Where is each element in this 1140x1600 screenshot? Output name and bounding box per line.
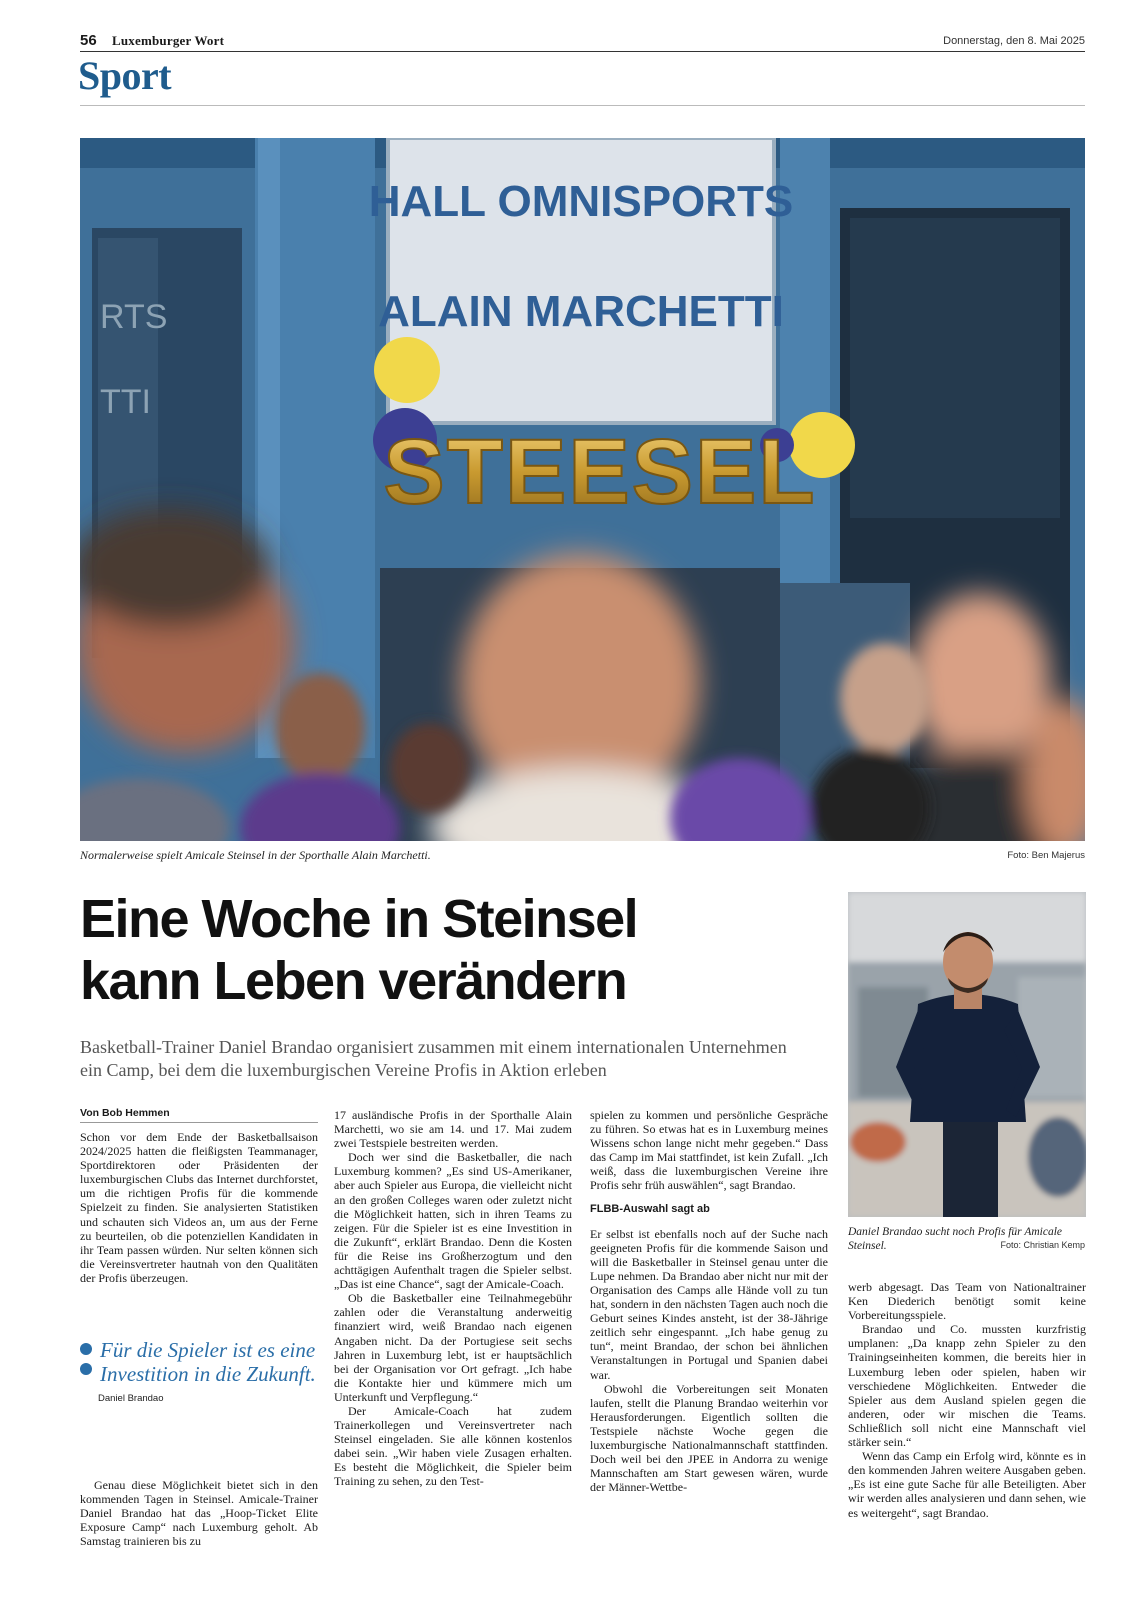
paragraph: Obwohl die Vorbereitungen seit Monaten laufen, stellt die Planung Brandao weiterhin vor Herausforderungen. Eigentlich sollten die Testspiele nächste Woche gegen die luxemburgische Nationalmannschaft stattfinden. Doch weil bei den JPEE in Andorra zu wenige Mannschaften am Start gewesen wären, wurde der Männer-Wettbe- <box>590 1381 828 1495</box>
paragraph: Der Amicale-Coach hat zudem Trainerkollegen und Vereinsvertreter nach Steinsel eingeladen. Sie alle können kostenlos dabei sein. „Wir haben viele Zusagen erhalten. Es besteht die Möglichkeit, die Spieler beim Training zu sehen, zu den Test- <box>334 1403 572 1489</box>
quote-dots <box>80 1343 92 1383</box>
paragraph: Brandao und Co. mussten kurzfristig umplanen: „Da knapp zehn Spieler zu den Trainingseinheiten kommen, die bereits hier in Luxemburg leben oder spielen, haben wir verschiedene Möglichkeiten. Entweder die Spieler aus dem Ausland spielen gegen die anderen, oder wir mischen die Teams. Schließlich soll nicht eine Mannschaft viel stärker sein.“ <box>848 1322 1086 1450</box>
column-1-top <box>80 1130 318 1285</box>
paragraph: Wenn das Camp ein Erfolg wird, könnte es in den kommenden Jahren weitere Ausgaben geben. „Es ist eine gute Sache für alle Beteiligten. Aber wir werden alles analysieren und dann sehen, wie es weitergeht“, sagt Brandao. <box>848 1449 1086 1520</box>
article-subtitle: FLBB-Auswahl sagt ab <box>590 1202 710 1215</box>
partial-sign-text-b: TTI <box>100 383 151 421</box>
balloon-letters: STEESEL <box>383 421 817 523</box>
article-headline <box>80 888 810 1012</box>
pull-quote-author: Daniel Brandao <box>98 1393 164 1404</box>
paragraph: 17 ausländische Profis in der Sporthalle Alain Marchetti, wo sie am 14. und 17. Mai zudem zwei Testspiele bestreiten werden. <box>334 1108 572 1151</box>
paragraph: spielen zu kommen und persönliche Gespräche zu führen. So etwas hat es in Luxemburg meines Wissens schon lange nicht mehr gegeben.“ Dass das Camp im Mai stattfindet, ist kein Zufall. „Ich weiß, dass die luxemburgischen Vereine ihre Profis sehr früh auswählen“, sagt Brandao. <box>590 1108 828 1193</box>
paragraph: Er selbst ist ebenfalls noch auf der Suche nach geeigneten Profis für die kommende Saison und will die Basketballer in Steinsel genau unter die Lupe nehmen. Da Brandao aber nicht nur mit der Organisation des Camps alle Hände voll zu tun hat, sondern in den nächsten Tagen auch noch die Geburt seines Kindes ansteht, ist der 38-Jährige zeitlich sehr eingespannt. „Ich habe genug zu tun“, meint Brandao, der schon bei ähnlichen Veranstaltungen in Portugal und Spanien dabei war. <box>590 1226 828 1382</box>
side-photo <box>848 892 1086 1217</box>
byline: Von Bob Hemmen <box>80 1107 318 1123</box>
partial-sign-text-a: RTS <box>100 298 168 336</box>
pull-quote-text: Für die Spieler ist es eine Investition in die Zukunft. <box>100 1338 316 1386</box>
side-photo-caption: Daniel Brandao sucht noch Profis für Amicale Steinsel. <box>848 1226 1063 1252</box>
main-photo <box>80 138 1085 841</box>
main-photo-credit: Foto: Ben Majerus <box>1007 850 1085 861</box>
paragraph: werb abgesagt. Das Team von Nationaltrainer Ken Diederich benötigt somit keine Vorbereitungsspiele. <box>848 1280 1086 1323</box>
paragraph: Genau diese Möglichkeit bietet sich in den kommenden Tagen in Steinsel. Amicale-Trainer Daniel Brandao hat das „Hoop-Ticket Elite Exposure Camp“ nach Luxemburg geholt. Ab Samstag trainieren bis zu <box>80 1478 318 1549</box>
column-1-bottom <box>80 1478 318 1548</box>
article-subhead: Basketball-Trainer Daniel Brandao organisiert zusammen mit einem internationalen Unternehmen ein Camp, bei dem die luxemburgischen Vereine Profis in Aktion erleben <box>80 1037 787 1080</box>
quote-dot-icon <box>80 1363 92 1375</box>
paragraph: Schon vor dem Ende der Basketballsaison 2024/2025 hatten die fleißigsten Teammanager, Sportdirektoren oder Präsidenten der luxemburgischen Clubs das Internet durchforstet, um die richtigen Profis für die kommende Spielzeit zu finden. Sie analysierten Statistiken und schauten sich Videos an, um aus der Ferne zu beurteilen, ob die potenziellen Kandidaten in ihr Team passen würden. Nur selten können sich die Vereinsvertreter hautnah von den Qualitäten der Profis überzeugen. <box>80 1130 318 1285</box>
side-photo-credit: Foto: Christian Kemp <box>1000 1240 1085 1250</box>
section-divider <box>80 105 1085 106</box>
headline-line-1: Eine Woche in Steinsel <box>80 889 638 949</box>
column-4 <box>848 1280 1086 1520</box>
issue-date: Donnerstag, den 8. Mai 2025 <box>943 35 1085 47</box>
column-3 <box>590 1108 828 1494</box>
section-title: Sport <box>78 53 172 98</box>
paragraph: Ob die Basketballer eine Teilnahmegebühr zahlen oder die Veranstaltung anderweitig finanziert wird, weiß Brandao nach eigenen Angaben nicht. Da der Portugiese seit sechs Jahren in Luxemburg lebt, ist er hauptsächlich bei der Organisation vor Ort gefragt. „Ich habe die Kontakte hier und kümmere mich um Unterkunft und Verpflegung.“ <box>334 1291 572 1404</box>
sign-line-1: HALL OMNISPORTS <box>368 177 794 226</box>
page-header <box>80 30 1085 52</box>
column-2 <box>334 1108 572 1489</box>
page-number: 56 <box>80 32 97 49</box>
paragraph: Doch wer sind die Basketballer, die nach Luxemburg kommen? „Es sind US-Amerikaner, aber auch Spieler aus Europa, die vielleicht nicht an den großen Colleges waren oder zuletzt nicht die Möglichkeit hatten, sich in ihren Teams zu zeigen. Für die Spieler ist es eine Investition in die Zukunft“, erklärt Brandao. Denn die Kosten für die Reise ins Großherzogtum und den achttägigen Aufenthalt tragen die Spieler selbst. „Das ist eine Chance“, sagt der Amicale-Coach. <box>334 1150 572 1292</box>
newspaper-name: Luxemburger Wort <box>112 33 225 48</box>
main-photo-caption: Normalerweise spielt Amicale Steinsel in der Sporthalle Alain Marchetti. <box>80 848 431 862</box>
headline-line-2: kann Leben verändern <box>80 951 627 1011</box>
yellow-balloon-left <box>374 337 440 403</box>
quote-dot-icon <box>80 1343 92 1355</box>
pull-quote <box>80 1338 318 1404</box>
sign-line-2: ALAIN MARCHETTI <box>378 287 784 336</box>
